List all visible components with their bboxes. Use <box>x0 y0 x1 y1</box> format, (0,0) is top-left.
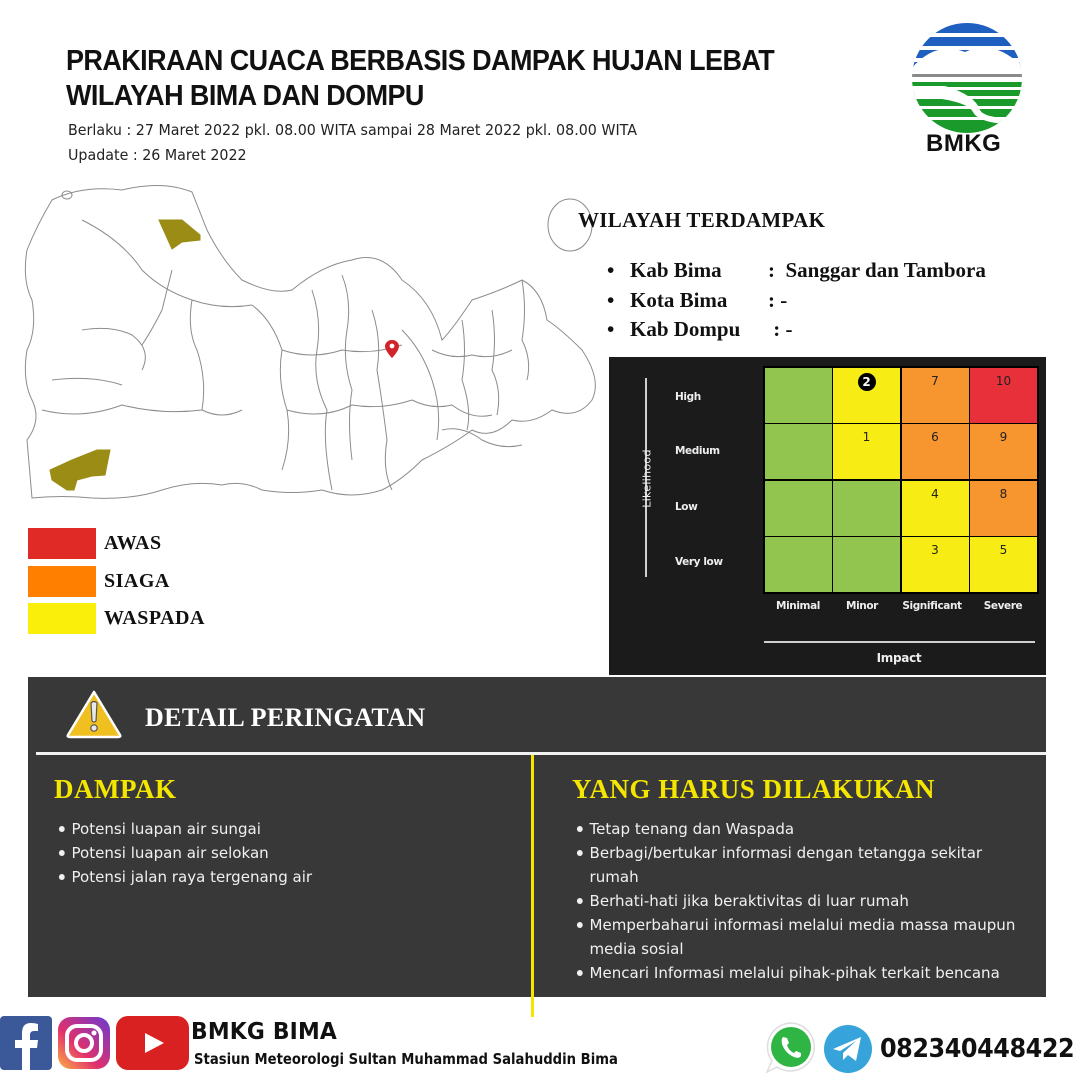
facebook-icon[interactable] <box>0 1016 52 1070</box>
action-item <box>574 961 1030 985</box>
action-item <box>574 817 1030 841</box>
bullet-icon: • <box>607 287 615 312</box>
action-item-text: Mencari Informasi melalui pihak-pihak terkait bencana <box>589 964 1000 982</box>
impact-item <box>56 817 312 841</box>
region-value: : Sanggar dan Tambora <box>768 258 986 282</box>
affected-regions-title: WILAYAH TERDAMPAK <box>578 208 826 232</box>
region-name: Kab Bima <box>630 258 722 282</box>
column-divider <box>531 755 534 1017</box>
impact-list <box>56 817 320 889</box>
brand-name: BMKG BIMA <box>191 1019 338 1045</box>
legend-label: AWAS <box>104 532 162 555</box>
region-name: Kota Bima <box>630 287 728 312</box>
matrix-cell: 4 <box>902 481 969 536</box>
warning-detail-panel <box>28 677 1046 997</box>
impact-item <box>56 841 312 865</box>
impact-title: DAMPAK <box>54 774 177 804</box>
bmkg-logo-text: BMKG <box>926 130 1002 157</box>
legend-item-awas <box>28 525 205 563</box>
detail-header <box>28 677 1046 752</box>
matrix-cell <box>765 481 832 536</box>
row-label-high: High <box>675 391 701 403</box>
region-name: Kab Dompu <box>630 317 741 341</box>
title-line-1: PRAKIRAAN CUACA BERBASIS DAMPAK HUJAN LEBAT <box>66 45 775 77</box>
whatsapp-icon[interactable] <box>763 1020 819 1076</box>
bullet-icon <box>56 817 72 841</box>
district-map <box>22 180 612 500</box>
col-label-minimal: Minimal <box>776 600 820 612</box>
legend-item-waspada <box>28 600 205 638</box>
bullet-icon <box>56 841 72 865</box>
col-label-severe: Severe <box>983 600 1023 612</box>
actions-title: YANG HARUS DILAKUKAN <box>572 774 936 804</box>
legend-swatch-yellow <box>28 603 96 634</box>
matrix-grid <box>763 366 1039 594</box>
legend-label: SIAGA <box>104 569 170 592</box>
validity-period: Berlaku : 27 Maret 2022 pkl. 08.00 WITA sampai 28 Maret 2022 pkl. 08.00 WITA <box>68 121 638 139</box>
bullet-icon <box>574 817 590 841</box>
bullet-icon <box>574 841 590 889</box>
affected-region-item <box>607 256 986 286</box>
page-title <box>66 44 774 114</box>
action-item <box>574 889 1030 913</box>
risk-matrix <box>609 357 1046 675</box>
row-label-very-low: Very low <box>675 556 723 568</box>
detail-title: DETAIL PERINGATAN <box>145 703 426 732</box>
matrix-cell: 7 <box>902 368 969 423</box>
action-item-text: Tetap tenang dan Waspada <box>589 820 795 838</box>
matrix-cell: 10 <box>970 368 1037 423</box>
matrix-cell <box>833 481 900 536</box>
youtube-icon[interactable] <box>116 1016 189 1070</box>
impact-item-text: Potensi luapan air sungai <box>71 820 261 838</box>
legend-swatch-red <box>28 528 96 559</box>
action-item <box>574 841 1030 889</box>
x-axis-label: Impact <box>876 651 922 665</box>
impact-item-text: Potensi luapan air selokan <box>71 844 269 862</box>
affected-region-item <box>607 315 986 345</box>
matrix-cell: 5 <box>970 537 1037 592</box>
title-line-2: WILAYAH BIMA DAN DOMPU <box>66 80 424 112</box>
impact-item <box>56 865 312 889</box>
col-label-minor: Minor <box>846 600 878 612</box>
divider <box>36 752 1046 755</box>
telegram-icon[interactable] <box>821 1020 875 1074</box>
region-value: : - <box>768 287 788 312</box>
matrix-cell: 9 <box>970 424 1037 479</box>
bullet-icon: • <box>607 258 615 282</box>
action-item-text: Memperbaharui informasi melalui media massa maupun media sosial <box>589 916 1016 958</box>
legend-label: WASPADA <box>104 607 205 630</box>
matrix-cell <box>833 537 900 592</box>
contact-icons <box>763 1020 875 1076</box>
x-axis-line <box>764 641 1035 643</box>
location-marker-icon <box>385 340 399 358</box>
station-name: Stasiun Meteorologi Sultan Muhammad Salahuddin Bima <box>194 1050 618 1068</box>
impact-item-text: Potensi jalan raya tergenang air <box>71 868 313 886</box>
row-label-low: Low <box>675 501 698 513</box>
matrix-cell: 1 <box>833 424 900 479</box>
selected-level-badge: 2 <box>858 373 876 391</box>
actions-list <box>574 817 1044 985</box>
warning-icon <box>65 689 123 739</box>
bullet-icon <box>574 913 590 961</box>
matrix-cell <box>765 424 832 479</box>
matrix-cell-selected <box>833 368 900 423</box>
y-axis-label: Likelihood <box>640 449 654 508</box>
row-label-medium: Medium <box>675 445 720 457</box>
instagram-icon[interactable] <box>57 1016 111 1070</box>
affected-regions-list <box>607 256 986 345</box>
action-item-text: Berbagi/bertukar informasi dengan tetangga sekitar rumah <box>589 844 983 886</box>
action-item-text: Berhati-hati jika beraktivitas di luar rumah <box>589 892 909 910</box>
legend-item-siaga <box>28 563 205 601</box>
matrix-cell <box>765 537 832 592</box>
warning-level-legend <box>28 525 205 638</box>
bullet-icon <box>574 889 590 913</box>
bullet-icon <box>56 865 72 889</box>
region-value: : - <box>768 317 793 341</box>
matrix-cell: 3 <box>902 537 969 592</box>
legend-swatch-orange <box>28 566 96 597</box>
social-icons <box>0 1016 189 1070</box>
matrix-cell: 8 <box>970 481 1037 536</box>
bullet-icon: • <box>607 317 615 341</box>
matrix-cell: 6 <box>902 424 969 479</box>
phone-number[interactable]: 082340448422 <box>880 1034 1075 1064</box>
affected-region-item <box>607 286 986 316</box>
col-label-significant: Significant <box>902 600 962 612</box>
bullet-icon <box>574 961 590 985</box>
matrix-cell <box>765 368 832 423</box>
update-date: Upadate : 26 Maret 2022 <box>68 146 247 164</box>
action-item <box>574 913 1030 961</box>
